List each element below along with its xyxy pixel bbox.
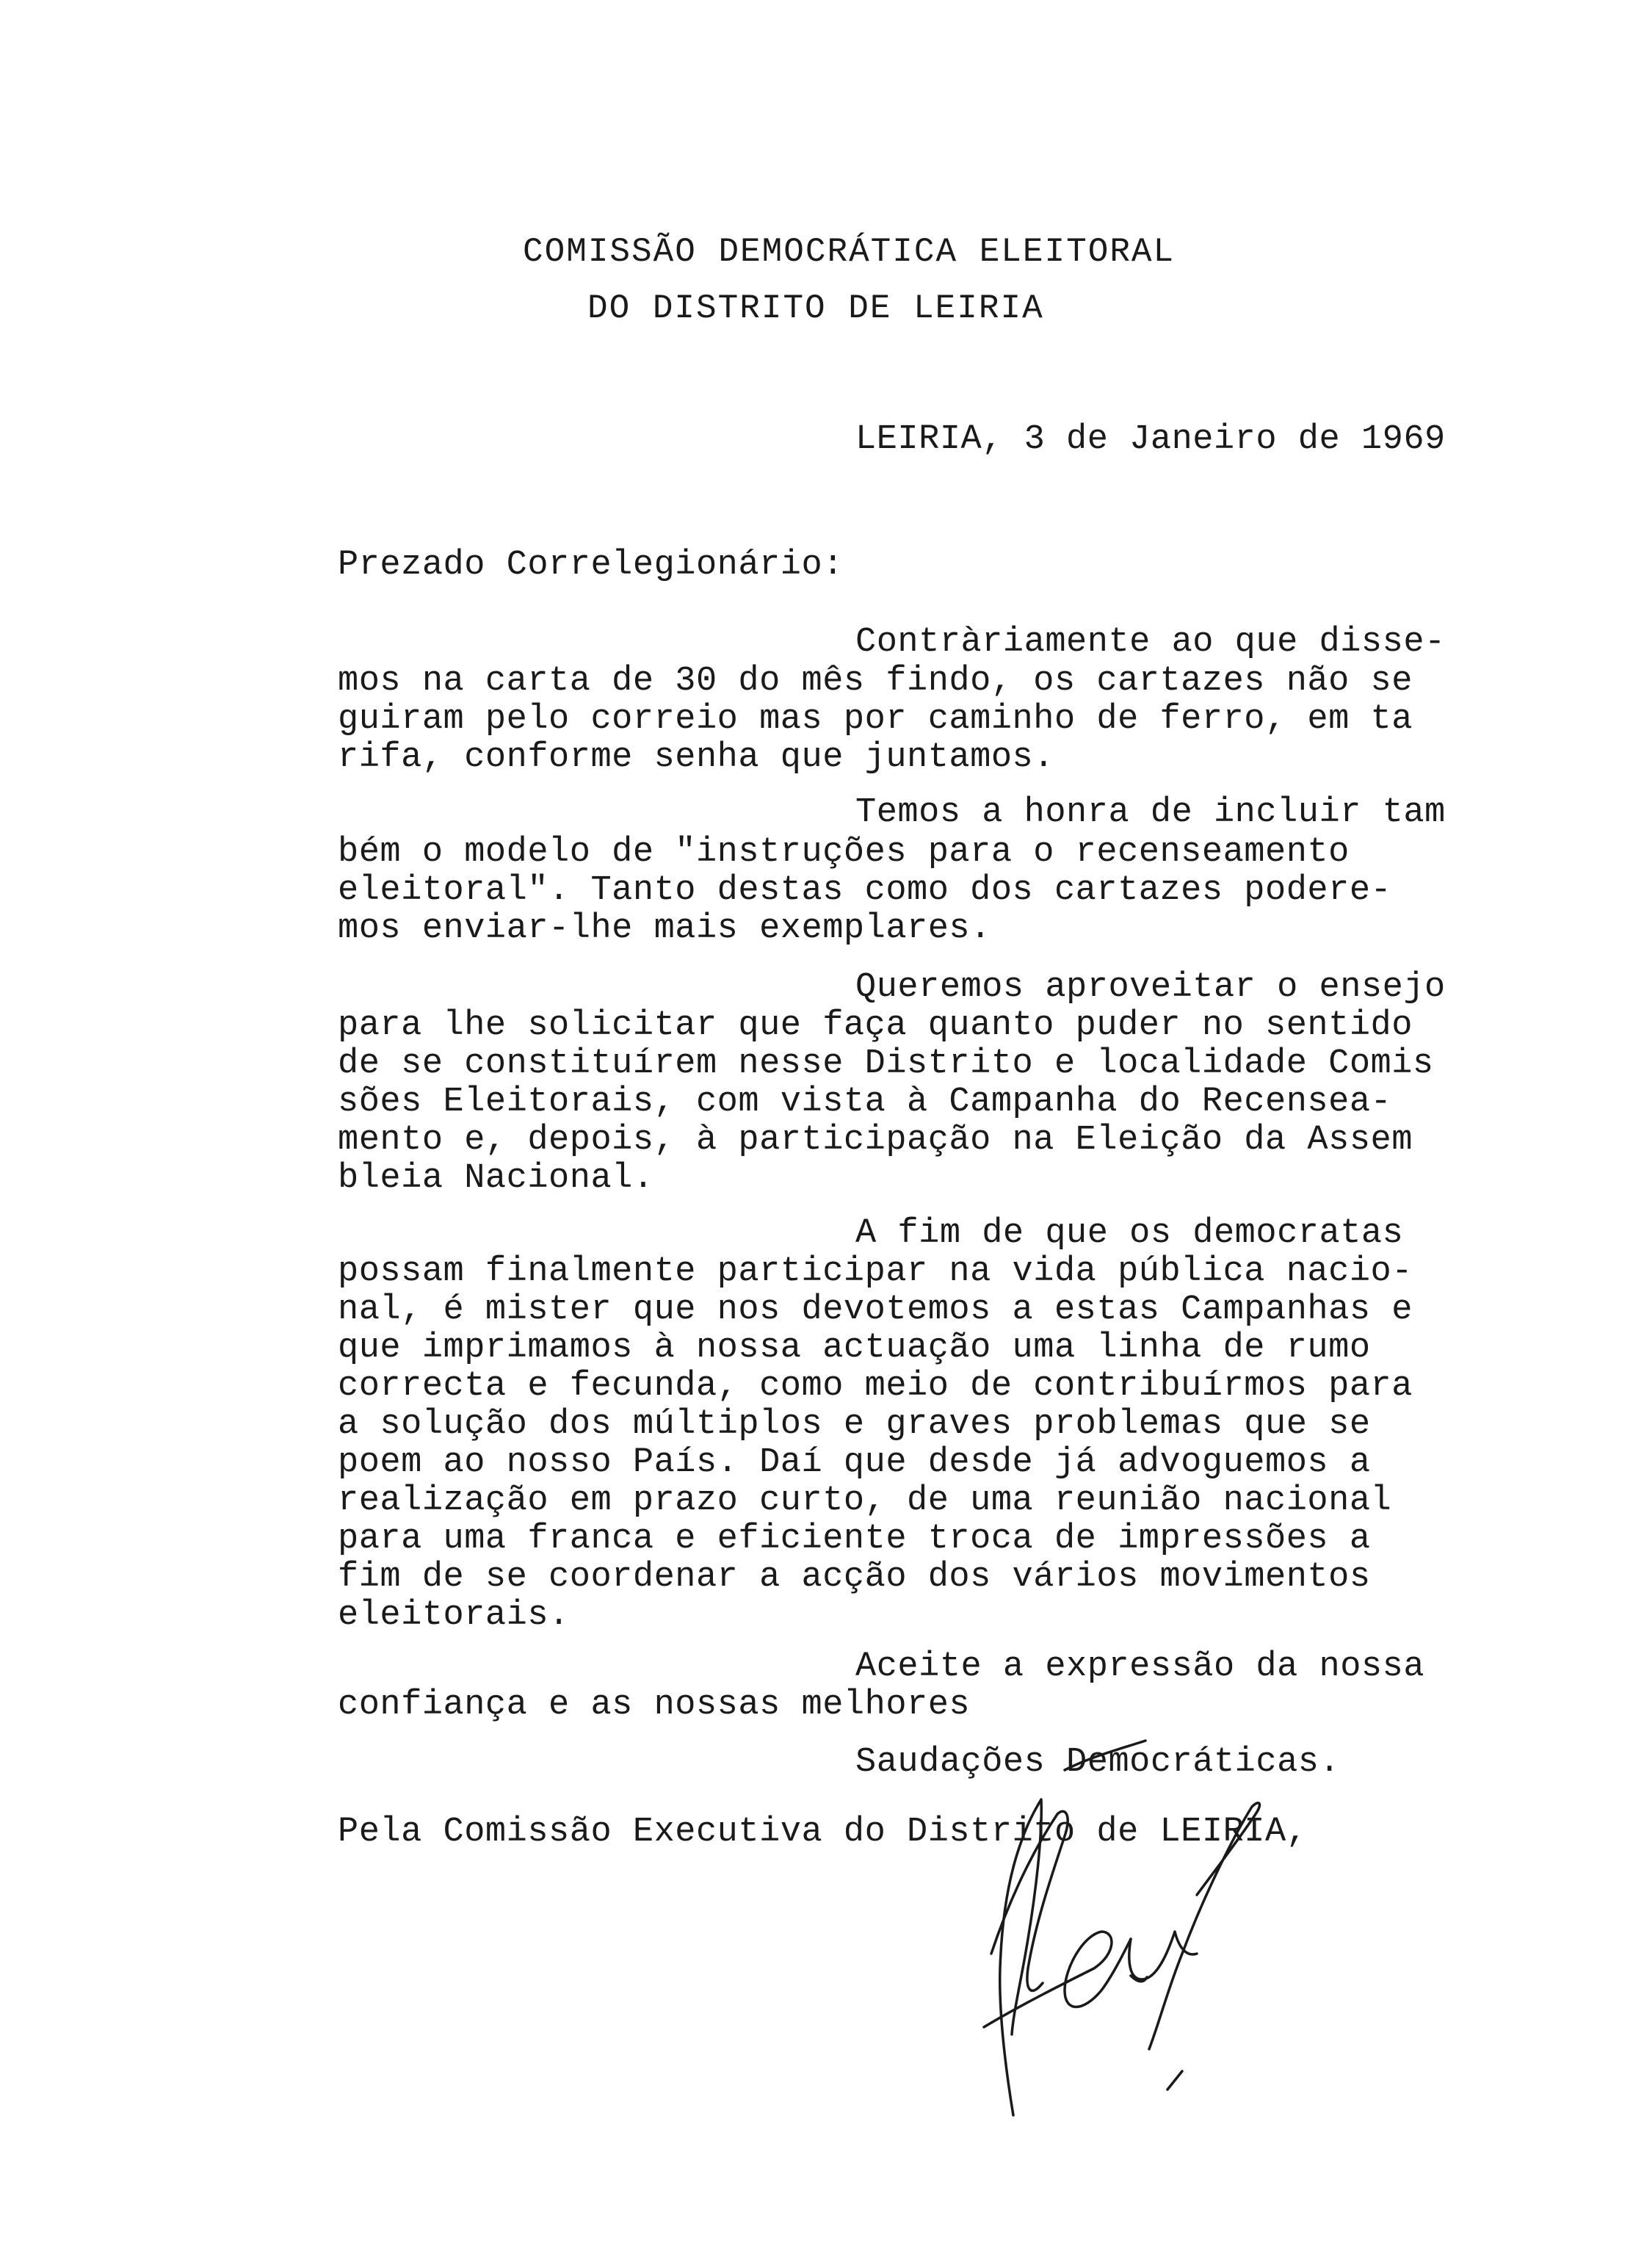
paragraph-1-line: guiram pelo correio mas por caminho de ferro, em ta (338, 700, 1413, 739)
paragraph-4-line: a solução dos múltiplos e graves problemas que se (338, 1405, 1371, 1444)
paragraph-4-line: que imprimamos à nossa actuação uma linha de rumo (338, 1329, 1371, 1368)
paragraph-3-line: mento e, depois, à participação na Eleição da Assem (338, 1121, 1413, 1160)
letter-date: LEIRIA, 3 de Janeiro de 1969 (855, 420, 1446, 459)
paragraph-2-line: Temos a honra de incluir tam (855, 793, 1446, 832)
paragraph-4-line: eleitorais. (338, 1596, 570, 1635)
paragraph-4-line: para uma franca e eficiente troca de impressões a (338, 1520, 1371, 1559)
paragraph-4-line: realização em prazo curto, de uma reunião nacional (338, 1481, 1392, 1520)
handwritten-signature (955, 1689, 1336, 2130)
signoff: Pela Comissão Executiva do Distrito de LEIRIA, (338, 1813, 1308, 1852)
paragraph-4-line: possam finalmente participar na vida pública nacio- (338, 1252, 1413, 1291)
paragraph-3-line: bleia Nacional. (338, 1159, 654, 1198)
paragraph-4-line: nal, é mister que nos devotemos a estas Campanhas e (338, 1290, 1413, 1329)
paragraph-3-line: de se constituírem nesse Distrito e localidade Comis (338, 1044, 1434, 1083)
letterhead-line-2: DO DISTRITO DE LEIRIA (587, 289, 1044, 328)
paragraph-4-line: poem ao nosso País. Daí que desde já advoguemos a (338, 1443, 1371, 1482)
paragraph-4-line: fim de se coordenar a acção dos vários movimentos (338, 1558, 1371, 1597)
paragraph-1-line: rifa, conforme senha que juntamos. (338, 738, 1054, 777)
letterhead-line-1: COMISSÃO DEMOCRÁTICA ELEITORAL (523, 233, 1176, 271)
paragraph-3-line: para lhe solicitar que faça quanto puder no sentido (338, 1006, 1413, 1045)
closing-line: confiança e as nossas melhores (338, 1686, 971, 1725)
closing-line: Saudações Democráticas. (855, 1743, 1341, 1782)
closing-line: Aceite a expressão da nossa (855, 1647, 1425, 1686)
paragraph-3-line: sões Eleitorais, com vista à Campanha do Recensea- (338, 1083, 1392, 1122)
salutation: Prezado Correlegionário: (338, 546, 844, 585)
paragraph-1-line: Contràriamente ao que disse- (855, 623, 1446, 662)
paragraph-3-line: Queremos aproveitar o ensejo (855, 968, 1446, 1007)
paragraph-1-line: mos na carta de 30 do mês findo, os cartazes não se (338, 662, 1413, 701)
paragraph-2-line: bém o modelo de "instruções para o recenseamento (338, 833, 1350, 872)
paragraph-4-line: correcta e fecunda, como meio de contribuírmos para (338, 1367, 1413, 1406)
paragraph-2-line: mos enviar-lhe mais exemplares. (338, 909, 991, 948)
paragraph-4-line: A fim de que os democratas (855, 1214, 1404, 1253)
paragraph-2-line: eleitoral". Tanto destas como dos cartazes podere- (338, 871, 1392, 910)
